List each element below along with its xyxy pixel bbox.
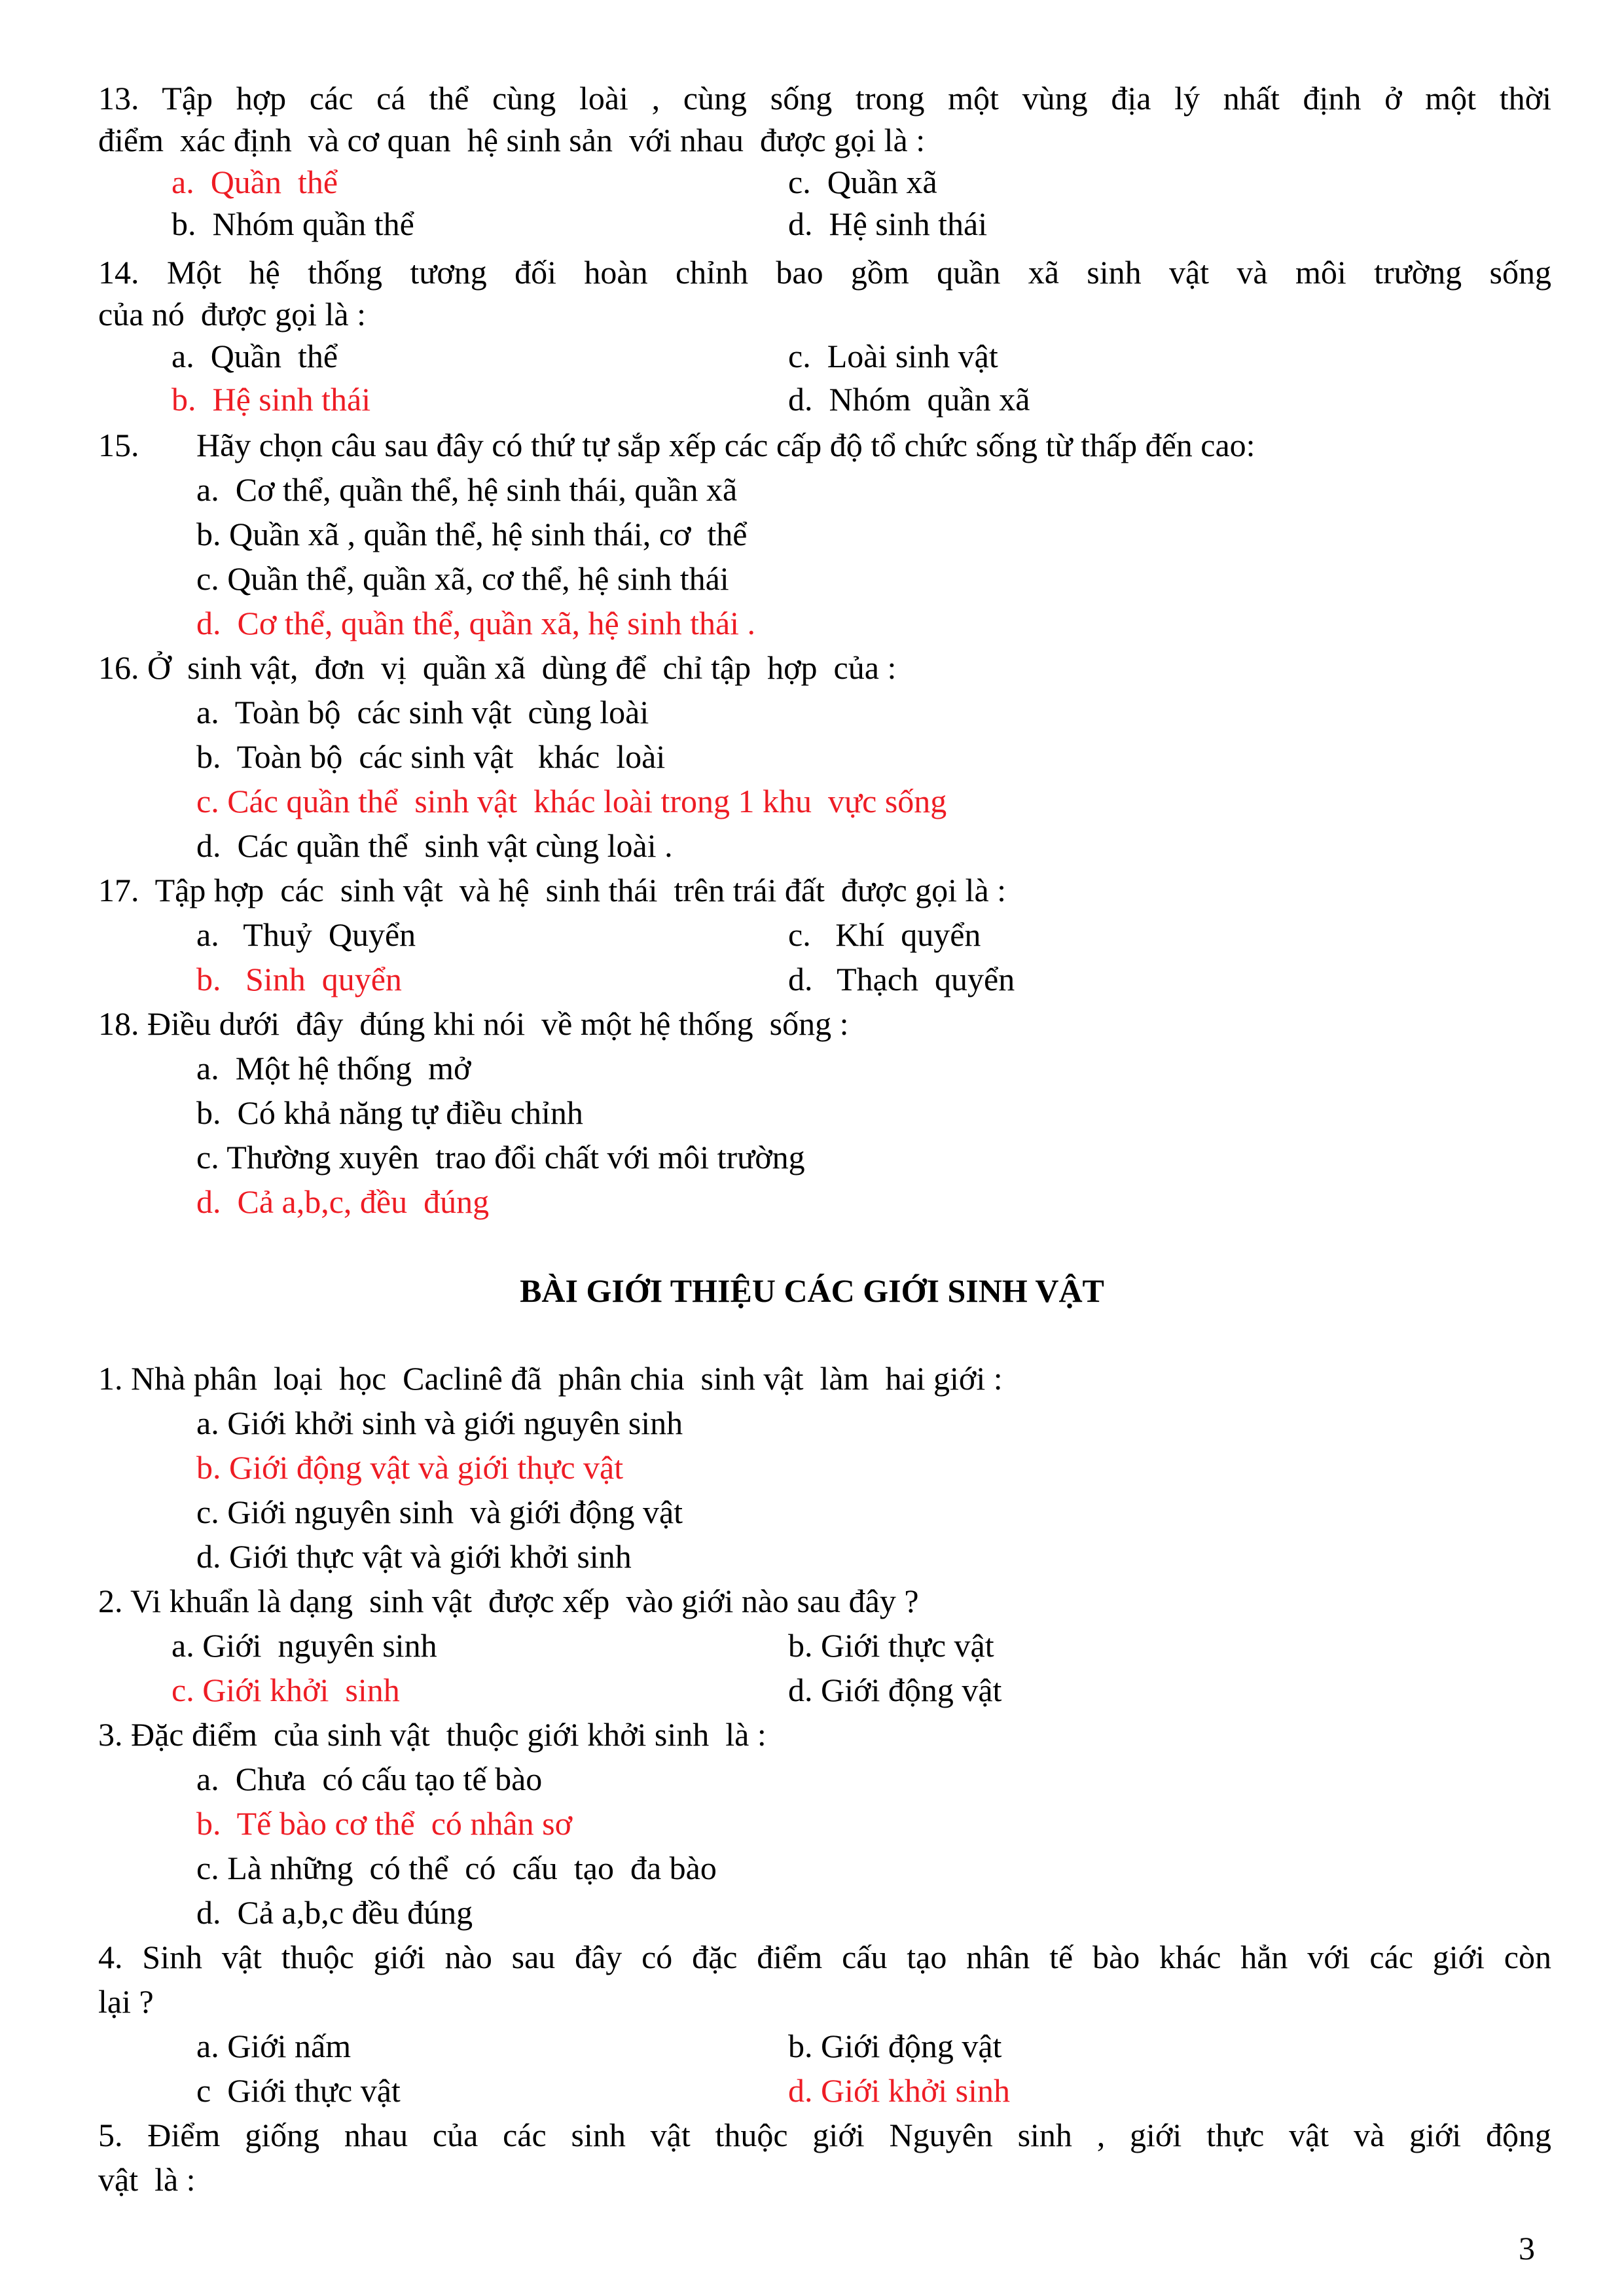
s2-question-5-line-1: 5. Điểm giống nhau của các sinh vật thuộc giới Nguyên sinh , giới thực vật và giới động: [98, 2117, 1551, 2153]
question-13-line-1: 13. Tập hợp các cá thể cùng loài , cùng sống trong một vùng địa lý nhất định ở một thời: [98, 80, 1551, 117]
question-17-option-c: c. Khí quyển: [788, 916, 981, 953]
question-18-option-a: a. Một hệ thống mở: [196, 1050, 471, 1086]
s2-question-2-option-a: a. Giới nguyên sinh: [171, 1627, 437, 1664]
s2-question-4-answer-d: d. Giới khởi sinh: [788, 2072, 1011, 2109]
question-16-answer-c: c. Các quần thể sinh vật khác loài trong 1 khu vực sống: [196, 783, 947, 819]
question-14-answer-b: b. Hệ sinh thái: [171, 381, 371, 418]
question-18-answer-d: d. Cả a,b,c, đều đúng: [196, 1183, 490, 1220]
question-17-answer-b: b. Sinh quyển: [196, 961, 402, 997]
question-15-option-b: b. Quần xã , quần thể, hệ sinh thái, cơ thể: [196, 516, 748, 552]
s2-question-2-answer-c: c. Giới khởi sinh: [171, 1672, 400, 1708]
s2-question-1-option-c: c. Giới nguyên sinh và giới động vật: [196, 1494, 683, 1530]
s2-question-4-option-b: b. Giới động vật: [788, 2028, 1002, 2064]
question-13-option-b: b. Nhóm quần thể: [171, 206, 414, 242]
question-17-option-a: a. Thuỷ Quyển: [196, 916, 416, 953]
question-13-option-d: d. Hệ sinh thái: [788, 206, 988, 242]
question-14-line-1: 14. Một hệ thống tương đối hoàn chỉnh bao gồm quần xã sinh vật và môi trường sống: [98, 254, 1551, 291]
question-15-option-a: a. Cơ thể, quần thể, hệ sinh thái, quần xã: [196, 471, 738, 508]
s2-question-3-option-a: a. Chưa có cấu tạo tế bào: [196, 1761, 543, 1797]
question-16-option-a: a. Toàn bộ các sinh vật cùng loài: [196, 694, 649, 730]
question-16-option-d: d. Các quần thể sinh vật cùng loài .: [196, 827, 673, 864]
question-13-option-c: c. Quần xã: [788, 164, 937, 200]
s2-question-1-answer-b: b. Giới động vật và giới thực vật: [196, 1449, 624, 1486]
s2-question-1-line-1: 1. Nhà phân loại học Caclinê đã phân chia sinh vật làm hai giới :: [98, 1360, 1003, 1397]
s2-question-2-option-d: d. Giới động vật: [788, 1672, 1002, 1708]
s2-question-4-line-2: lại ?: [98, 1983, 154, 2020]
question-15-number: 15.: [98, 427, 139, 463]
s2-question-4-option-c: c Giới thực vật: [196, 2072, 401, 2109]
question-18-option-c: c. Thường xuyên trao đổi chất với môi trường: [196, 1139, 805, 1175]
question-13-answer-a: a. Quần thể: [171, 164, 338, 200]
s2-question-1-option-a: a. Giới khởi sinh và giới nguyên sinh: [196, 1405, 683, 1441]
question-13-line-2: điểm xác định và cơ quan hệ sinh sản với nhau được gọi là :: [98, 122, 926, 158]
s2-question-2-option-b: b. Giới thực vật: [788, 1627, 994, 1664]
question-16-line-1: 16. Ở sinh vật, đơn vị quần xã dùng để chỉ tập hợp của :: [98, 649, 897, 686]
s2-question-4-line-1: 4. Sinh vật thuộc giới nào sau đây có đặc điểm cấu tạo nhân tế bào khác hẳn với các giới còn: [98, 1939, 1551, 1975]
question-14-line-2: của nó được gọi là :: [98, 296, 366, 332]
question-17-line-1: 17. Tập hợp các sinh vật và hệ sinh thái trên trái đất được gọi là :: [98, 872, 1007, 908]
question-15-text: Hãy chọn câu sau đây có thứ tự sắp xếp các cấp độ tổ chức sống từ thấp đến cao:: [196, 427, 1255, 463]
question-17-option-d: d. Thạch quyển: [788, 961, 1015, 997]
s2-question-1-option-d: d. Giới thực vật và giới khởi sinh: [196, 1538, 632, 1575]
s2-question-4-option-a: a. Giới nấm: [196, 2028, 352, 2064]
question-15-option-c: c. Quần thể, quần xã, cơ thể, hệ sinh thái: [196, 560, 729, 597]
s2-question-3-option-c: c. Là những có thể có cấu tạo đa bào: [196, 1850, 717, 1886]
question-16-option-b: b. Toàn bộ các sinh vật khác loài: [196, 738, 666, 775]
section-heading: BÀI GIỚI THIỆU CÁC GIỚI SINH VẬT: [520, 1272, 1104, 1309]
question-14-option-c: c. Loài sinh vật: [788, 338, 998, 374]
s2-question-5-line-2: vật là :: [98, 2161, 196, 2198]
question-15-answer-d: d. Cơ thể, quần thể, quần xã, hệ sinh thái .: [196, 605, 756, 641]
question-14-option-a: a. Quần thể: [171, 338, 338, 374]
question-18-option-b: b. Có khả năng tự điều chỉnh: [196, 1094, 583, 1131]
s2-question-3-option-d: d. Cả a,b,c đều đúng: [196, 1894, 473, 1931]
page-number: 3: [1519, 2230, 1535, 2267]
s2-question-3-answer-b: b. Tế bào cơ thể có nhân sơ: [196, 1805, 573, 1842]
s2-question-3-line-1: 3. Đặc điểm của sinh vật thuộc giới khởi sinh là :: [98, 1716, 767, 1753]
s2-question-2-line-1: 2. Vi khuẩn là dạng sinh vật được xếp vào giới nào sau đây ?: [98, 1583, 919, 1619]
question-18-line-1: 18. Điều dưới đây đúng khi nói về một hệ thống sống :: [98, 1005, 849, 1042]
question-14-option-d: d. Nhóm quần xã: [788, 381, 1030, 418]
